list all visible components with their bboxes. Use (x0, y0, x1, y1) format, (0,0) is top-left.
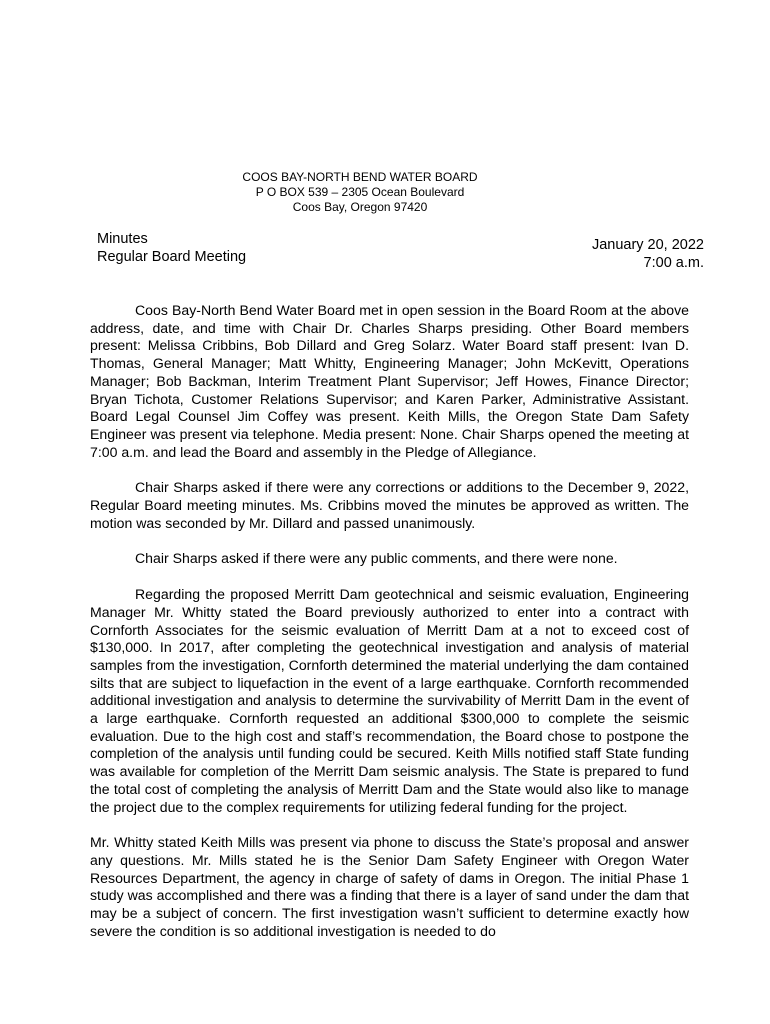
minutes-body (90, 302, 689, 959)
meeting-type: Regular Board Meeting (97, 249, 247, 265)
address-line-1: P O BOX 539 – 2305 Ocean Boulevard (255, 185, 465, 199)
document-type: Minutes (97, 231, 148, 247)
meeting-time: 7:00 a.m. (643, 255, 704, 271)
meeting-datetime (592, 236, 704, 272)
paragraph-minutes-approval: Chair Sharps asked if there were any corrections or additions to the December 9, 2022, Regular Board meeting minutes. Ms. Cribbins moved the minutes be approved as written. The motion was seconded by Mr. Dillard and passed unanimously. (90, 479, 689, 531)
meeting-date: January 20, 2022 (591, 237, 704, 253)
organization-name: COOS BAY-NORTH BEND WATER BOARD (242, 170, 478, 184)
paragraph-keith-mills-discussion: Mr. Whitty stated Keith Mills was present via phone to discuss the State’s proposal and answer any questions. Mr. Mills stated he is the Senior Dam Safety Engineer with Oregon Water Resources Department, the agency in charge of safety of dams in Oregon. The initial Phase 1 study was accomplished and there was a finding that there is a layer of sand under the dam that may be a subject of concern. The first investigation wasn’t sufficient to determine exactly how severe the condition is so additional investigation is needed to do (90, 834, 689, 939)
meeting-info (97, 230, 246, 266)
letterhead (190, 170, 530, 215)
paragraph-public-comments: Chair Sharps asked if there were any public comments, and there were none. (135, 550, 618, 567)
paragraph-merritt-dam-evaluation: Regarding the proposed Merritt Dam geotechnical and seismic evaluation, Engineering Manager Mr. Whitty stated the Board previously authorized to enter into a contract with Cornforth Associates for the seismic evaluation of Merritt Dam at a not to exceed cost of $130,000. In 2017, after completing the geotechnical investigation and analysis of material samples from the investigation, Cornforth determined the material underlying the dam contained silts that are subject to liquefaction in the event of a large earthquake. Cornforth recommended additional investigation and analysis to determine the survivability of Merritt Dam in the event of a large earthquake. Cornforth requested an additional $300,000 to complete the seismic evaluation. Due to the high cost and staff’s recommendation, the Board chose to postpone the completion of the analysis until funding could be secured. Keith Mills notified staff State funding was available for completion of the Merritt Dam seismic analysis. The State is prepared to fund the total cost of completing the analysis of Merritt Dam and the State would also like to manage the project due to the complex requirements for utilizing federal funding for the project. (90, 586, 689, 815)
address-line-2: Coos Bay, Oregon 97420 (292, 200, 428, 214)
paragraph-attendance: Coos Bay-North Bend Water Board met in open session in the Board Room at the above address, date, and time with Chair Dr. Charles Sharps presiding. Other Board members present: Melissa Cribbins, Bob Dillard and Greg Solarz. Water Board staff present: Ivan D. Thomas, General Manager; Matt Whitty, Engineering Manager; John McKevitt, Operations Manager; Bob Backman, Interim Treatment Plant Supervisor; Jeff Howes, Finance Director; Bryan Tichota, Customer Relations Supervisor; and Karen Parker, Administrative Assistant. Board Legal Counsel Jim Coffey was present. Keith Mills, the Oregon State Dam Safety Engineer was present via telephone. Media present: None. Chair Sharps opened the meeting at 7:00 a.m. and lead the Board and assembly in the Pledge of Allegiance. (90, 302, 689, 460)
